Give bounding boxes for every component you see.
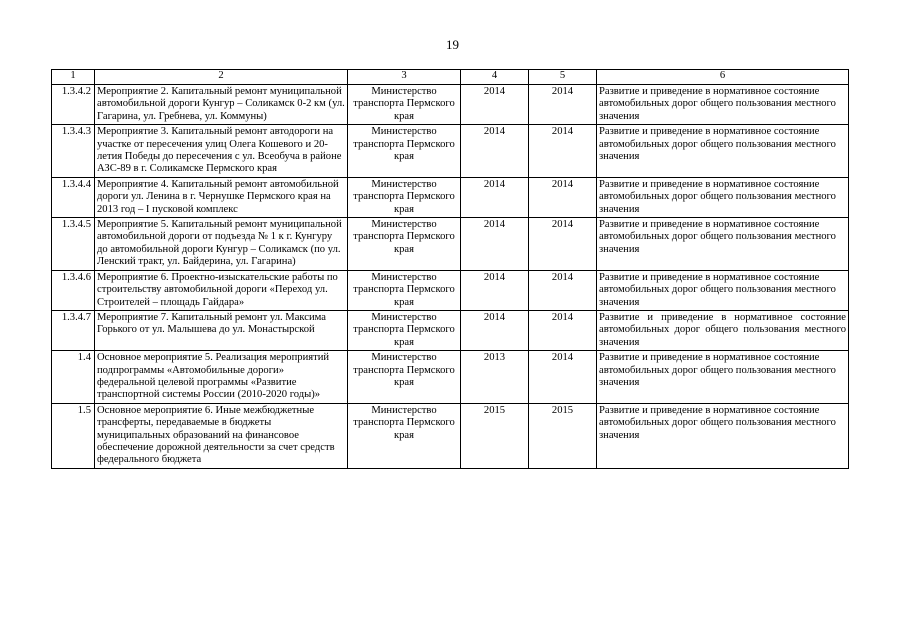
header-cell-6: 6	[597, 70, 849, 85]
end-year-cell: 2014	[529, 218, 597, 271]
program-table	[51, 69, 849, 469]
end-year-cell: 2014	[529, 310, 597, 350]
activity-name-cell: Мероприятие 7. Капитальный ремонт ул. Максима Горького от ул. Малышева до ул. Монастырской	[95, 310, 348, 350]
executor-cell: Министерство транспорта Пермского края	[348, 351, 461, 404]
end-year-cell: 2014	[529, 125, 597, 178]
executor-cell: Министерство транспорта Пермского края	[348, 310, 461, 350]
activity-name-cell: Мероприятие 5. Капитальный ремонт муниципальной автомобильной дороги от подъезда № 1 к г. Кунгуру до автомобильной дороги Кунгур – Соликамск (по ул. Ленский тракт, ул. Байдерина, ул. Гагарина)	[95, 218, 348, 271]
start-year-cell: 2014	[461, 310, 529, 350]
expected-result-cell: Развитие и приведение в нормативное состояние автомобильных дорог общего пользования местного значения	[597, 218, 849, 271]
expected-result-cell: Развитие и приведение в нормативное состояние автомобильных дорог общего пользования местного значения	[597, 270, 849, 310]
start-year-cell: 2015	[461, 403, 529, 468]
activity-name-cell: Мероприятие 2. Капитальный ремонт муниципальной автомобильной дороги Кунгур – Соликамск 0-2 км (ул. Гагарина, ул. Гребнева, ул. Коммуны)	[95, 85, 348, 125]
table-row	[52, 125, 849, 178]
table-row	[52, 403, 849, 468]
row-number-cell: 1.3.4.4	[52, 177, 95, 217]
expected-result-cell: Развитие и приведение в нормативное состояние автомобильных дорог общего пользования местного значения	[597, 125, 849, 178]
activity-name-cell: Мероприятие 4. Капитальный ремонт автомобильной дороги ул. Ленина в г. Чернушке Пермского края на 2013 год – I пусковой комплекс	[95, 177, 348, 217]
start-year-cell: 2014	[461, 177, 529, 217]
expected-result-cell: Развитие и приведение в нормативное состояние автомобильных дорог общего пользования местного значения	[597, 85, 849, 125]
activity-name-cell: Основное мероприятие 6. Иные межбюджетные трансферты, передаваемые в бюджеты муниципальных образований на финансовое обеспечение дорожной деятельности за счет средств федерального бюджета	[95, 403, 348, 468]
table-row	[52, 351, 849, 404]
expected-result-cell: Развитие и приведение в нормативное состояние автомобильных дорог общего пользования местного значения	[597, 351, 849, 404]
table-row	[52, 270, 849, 310]
row-number-cell: 1.3.4.7	[52, 310, 95, 350]
executor-cell: Министерство транспорта Пермского края	[348, 218, 461, 271]
header-cell-5: 5	[529, 70, 597, 85]
executor-cell: Министерство транспорта Пермского края	[348, 270, 461, 310]
row-number-cell: 1.3.4.5	[52, 218, 95, 271]
table-row	[52, 177, 849, 217]
header-cell-3: 3	[348, 70, 461, 85]
header-row	[52, 70, 849, 85]
start-year-cell: 2014	[461, 125, 529, 178]
start-year-cell: 2014	[461, 270, 529, 310]
executor-cell: Министерство транспорта Пермского края	[348, 125, 461, 178]
start-year-cell: 2014	[461, 218, 529, 271]
row-number-cell: 1.5	[52, 403, 95, 468]
expected-result-cell: Развитие и приведение в нормативное состояние автомобильных дорог общего пользования местного значения	[597, 403, 849, 468]
activity-name-cell: Основное мероприятие 5. Реализация мероприятий подпрограммы «Автомобильные дороги» федеральной целевой программы «Развитие транспортной системы России (2010-2020 годы)»	[95, 351, 348, 404]
row-number-cell: 1.3.4.2	[52, 85, 95, 125]
row-number-cell: 1.3.4.3	[52, 125, 95, 178]
executor-cell: Министерство транспорта Пермского края	[348, 85, 461, 125]
end-year-cell: 2014	[529, 85, 597, 125]
end-year-cell: 2014	[529, 177, 597, 217]
end-year-cell: 2015	[529, 403, 597, 468]
expected-result-cell: Развитие и приведение в нормативное состояние автомобильных дорог общего пользования местного значения	[597, 310, 849, 350]
end-year-cell: 2014	[529, 270, 597, 310]
header-cell-1: 1	[52, 70, 95, 85]
page-number: 19	[446, 37, 459, 52]
row-number-cell: 1.4	[52, 351, 95, 404]
table-row	[52, 310, 849, 350]
start-year-cell: 2013	[461, 351, 529, 404]
header-cell-2: 2	[95, 70, 348, 85]
expected-result-cell: Развитие и приведение в нормативное состояние автомобильных дорог общего пользования местного значения	[597, 177, 849, 217]
header-cell-4: 4	[461, 70, 529, 85]
executor-cell: Министерство транспорта Пермского края	[348, 403, 461, 468]
end-year-cell: 2014	[529, 351, 597, 404]
table-row	[52, 218, 849, 271]
activity-name-cell: Мероприятие 3. Капитальный ремонт автодороги на участке от пересечения улиц Олега Кошевого и 20-летия Победы до пересечения с ул. Всеобуча в районе АЗС-89 в г. Соликамске Пермского края	[95, 125, 348, 178]
row-number-cell: 1.3.4.6	[52, 270, 95, 310]
activity-name-cell: Мероприятие 6. Проектно-изыскательские работы по строительству автомобильной дороги «Переход ул. Строителей – площадь Гайдара»	[95, 270, 348, 310]
start-year-cell: 2014	[461, 85, 529, 125]
table-row	[52, 85, 849, 125]
executor-cell: Министерство транспорта Пермского края	[348, 177, 461, 217]
